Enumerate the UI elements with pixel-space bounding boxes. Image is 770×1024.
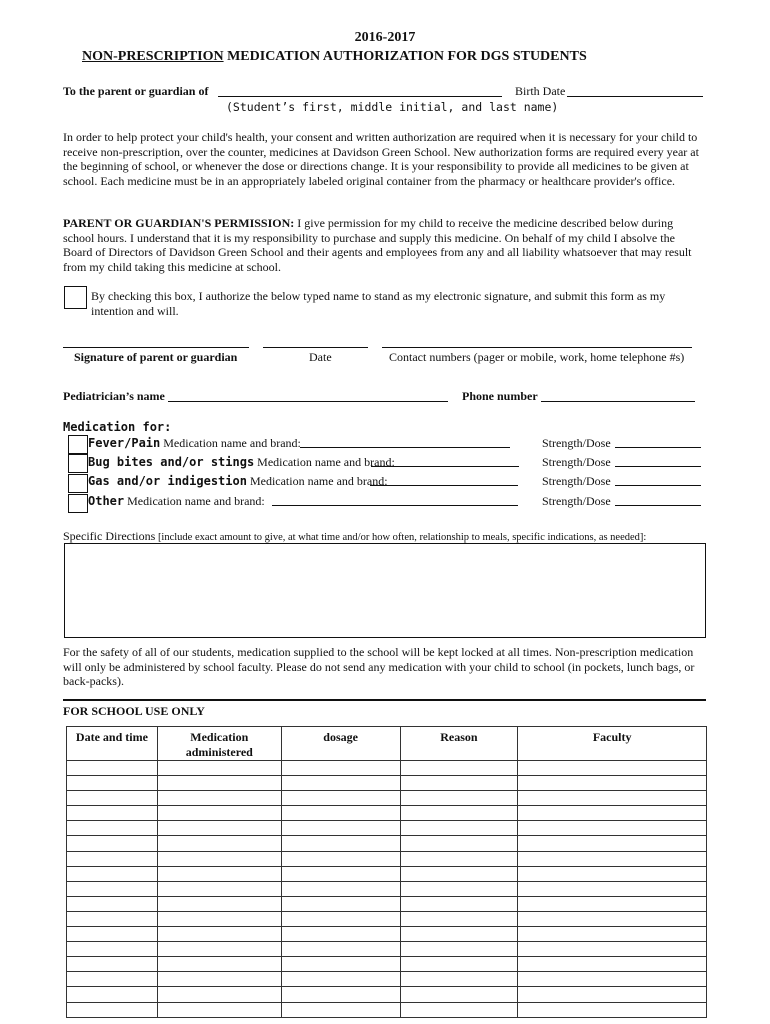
- table-cell[interactable]: [157, 851, 281, 866]
- form-year: 2016-2017: [354, 30, 416, 45]
- table-cell[interactable]: [157, 927, 281, 942]
- table-cell[interactable]: [400, 972, 518, 987]
- table-cell[interactable]: [281, 761, 400, 776]
- table-cell[interactable]: [281, 957, 400, 972]
- other-row: [88, 494, 265, 509]
- table-header-row: [67, 727, 707, 761]
- table-cell[interactable]: [400, 851, 518, 866]
- school-use-heading: FOR SCHOOL USE ONLY: [63, 704, 205, 718]
- column-header-dosage: dosage: [281, 727, 400, 761]
- table-cell[interactable]: [281, 791, 400, 806]
- table-cell[interactable]: [400, 791, 518, 806]
- table-row: [67, 1002, 707, 1017]
- column-header-faculty: Faculty: [518, 727, 707, 761]
- fever-pain-row: [88, 436, 301, 451]
- table-cell[interactable]: [400, 896, 518, 911]
- gas-indigestion-checkbox[interactable]: [68, 474, 88, 493]
- intro-paragraph: In order to help protect your child's health, your consent and written authorization are required when it is necessary for your child to receive non-prescription, over the counter, medicines at Davidson Green School. New authorization forms are required every year at the beginning of school, or whenever the dose or directions change. It is your responsibility to provide all medicines to be given at school. Each medicine must be in an appropriately labeled original container from the pharmacy or healthcare provider's office.: [63, 130, 699, 188]
- title-rest: MEDICATION AUTHORIZATION FOR DGS STUDENTS: [223, 49, 587, 64]
- contact-numbers-field[interactable]: [382, 347, 692, 348]
- table-cell[interactable]: [67, 806, 158, 821]
- table-cell[interactable]: [281, 776, 400, 791]
- table-row: [67, 957, 707, 972]
- table-cell[interactable]: [400, 942, 518, 957]
- med-name-label: Medication name and brand:: [246, 474, 388, 488]
- gas-indigestion-row: [88, 474, 388, 489]
- table-row: [67, 866, 707, 881]
- med-name-label: Medication name and brand:: [160, 436, 301, 450]
- fever-pain-label: Fever/Pain: [88, 436, 161, 450]
- table-cell[interactable]: [67, 881, 158, 896]
- fever-pain-strength-field[interactable]: [615, 447, 701, 448]
- table-cell[interactable]: [400, 1002, 518, 1017]
- table-row: [67, 896, 707, 911]
- table-cell[interactable]: [67, 896, 158, 911]
- table-cell[interactable]: [157, 836, 281, 851]
- table-cell[interactable]: [281, 987, 400, 1002]
- specific-directions-textarea[interactable]: [64, 543, 706, 638]
- table-cell[interactable]: [518, 791, 707, 806]
- contact-numbers-label: Contact numbers (pager or mobile, work, home telephone #s): [389, 350, 685, 364]
- table-cell[interactable]: [67, 1002, 158, 1017]
- table-cell[interactable]: [67, 761, 158, 776]
- table-cell[interactable]: [281, 821, 400, 836]
- signature-label: Signature of parent or guardian: [74, 350, 238, 364]
- phone-number-label: Phone number: [462, 389, 538, 403]
- strength-label: Strength/Dose: [542, 436, 611, 450]
- bug-bites-strength-field[interactable]: [615, 466, 701, 467]
- table-cell[interactable]: [281, 1002, 400, 1017]
- table-cell[interactable]: [157, 881, 281, 896]
- table-cell[interactable]: [281, 851, 400, 866]
- form-title: [82, 49, 587, 65]
- gas-indigestion-label: Gas and/or indigestion: [88, 474, 247, 488]
- table-row: [67, 821, 707, 836]
- pediatrician-name-field[interactable]: [168, 401, 448, 402]
- table-cell[interactable]: [157, 896, 281, 911]
- table-row: [67, 987, 707, 1002]
- permission-heading: PARENT OR GUARDIAN'S PERMISSION:: [63, 216, 295, 230]
- date-field[interactable]: [263, 347, 368, 348]
- pediatrician-name-label: Pediatrician’s name: [63, 389, 165, 403]
- table-row: [67, 761, 707, 776]
- signature-field[interactable]: [63, 347, 249, 348]
- table-cell[interactable]: [157, 957, 281, 972]
- table-cell[interactable]: [67, 776, 158, 791]
- table-cell[interactable]: [281, 911, 400, 926]
- other-strength-field[interactable]: [615, 505, 701, 506]
- table-cell[interactable]: [67, 911, 158, 926]
- table-cell[interactable]: [400, 957, 518, 972]
- table-cell[interactable]: [518, 972, 707, 987]
- medication-log-table: [66, 726, 707, 1018]
- table-cell[interactable]: [518, 866, 707, 881]
- table-cell[interactable]: [157, 972, 281, 987]
- table-cell[interactable]: [157, 761, 281, 776]
- table-cell[interactable]: [67, 851, 158, 866]
- bug-bites-label: Bug bites and/or stings: [88, 455, 255, 469]
- medication-log-body: [67, 761, 707, 1018]
- table-row: [67, 972, 707, 987]
- table-cell[interactable]: [67, 987, 158, 1002]
- table-cell[interactable]: [67, 972, 158, 987]
- phone-number-field[interactable]: [541, 401, 695, 402]
- table-cell[interactable]: [400, 881, 518, 896]
- title-underlined: NON-PRESCRIPTION: [82, 49, 224, 64]
- table-cell[interactable]: [400, 776, 518, 791]
- esign-checkbox[interactable]: [64, 286, 87, 309]
- table-cell[interactable]: [157, 791, 281, 806]
- esign-text: By checking this box, I authorize the below typed name to stand as my electronic signature, and submit this form as my intention and will.: [91, 289, 666, 318]
- guardian-label: To the parent or guardian of: [63, 84, 209, 98]
- table-cell[interactable]: [67, 942, 158, 957]
- directions-hint: [include exact amount to give, at what time and/or how often, relationship to meals, specific indications, as needed]:: [155, 532, 647, 543]
- table-cell[interactable]: [157, 1002, 281, 1017]
- table-cell[interactable]: [518, 881, 707, 896]
- date-label: Date: [309, 350, 332, 364]
- table-cell[interactable]: [281, 881, 400, 896]
- table-cell[interactable]: [518, 987, 707, 1002]
- gas-indigestion-strength-field[interactable]: [615, 485, 701, 486]
- table-cell[interactable]: [400, 806, 518, 821]
- table-cell[interactable]: [157, 821, 281, 836]
- table-cell[interactable]: [518, 851, 707, 866]
- table-cell[interactable]: [157, 911, 281, 926]
- permission-paragraph: [63, 216, 693, 274]
- table-cell[interactable]: [67, 791, 158, 806]
- table-cell[interactable]: [281, 836, 400, 851]
- table-cell[interactable]: [67, 836, 158, 851]
- student-name-field[interactable]: [218, 96, 502, 97]
- table-row: [67, 791, 707, 806]
- bug-bites-row: [88, 455, 395, 470]
- other-label: Other: [88, 494, 125, 508]
- table-row: [67, 927, 707, 942]
- table-cell[interactable]: [518, 942, 707, 957]
- table-row: [67, 942, 707, 957]
- table-cell[interactable]: [400, 911, 518, 926]
- gas-indigestion-med-field[interactable]: [370, 485, 518, 486]
- column-header-medication: Medication administered: [157, 727, 281, 761]
- table-cell[interactable]: [400, 761, 518, 776]
- student-name-hint: (Student’s first, middle initial, and last name): [226, 100, 559, 114]
- table-cell[interactable]: [518, 776, 707, 791]
- birth-date-field[interactable]: [567, 96, 703, 97]
- section-divider: [63, 699, 706, 701]
- table-cell[interactable]: [157, 806, 281, 821]
- table-cell[interactable]: [518, 761, 707, 776]
- table-cell[interactable]: [67, 927, 158, 942]
- table-cell[interactable]: [157, 987, 281, 1002]
- table-cell[interactable]: [281, 927, 400, 942]
- table-cell[interactable]: [400, 866, 518, 881]
- fever-pain-checkbox[interactable]: [68, 435, 88, 454]
- column-header-date-time: Date and time: [67, 727, 158, 761]
- table-cell[interactable]: [281, 972, 400, 987]
- strength-label: Strength/Dose: [542, 455, 611, 469]
- table-row: [67, 836, 707, 851]
- table-cell[interactable]: [518, 1002, 707, 1017]
- safety-paragraph: For the safety of all of our students, medication supplied to the school will be kept locked at all times. Non-prescription medication will only be administered by school faculty. Please do not send any medication with your child to school (in pockets, lunch bags, or back-packs).: [63, 645, 695, 689]
- table-row: [67, 911, 707, 926]
- med-name-label: Medication name and brand:: [124, 494, 265, 508]
- directions-caption: [63, 529, 646, 544]
- directions-label: Specific Directions: [63, 529, 156, 543]
- table-cell[interactable]: [157, 776, 281, 791]
- table-cell[interactable]: [157, 942, 281, 957]
- table-cell[interactable]: [518, 927, 707, 942]
- table-cell[interactable]: [281, 866, 400, 881]
- bug-bites-med-field[interactable]: [371, 466, 519, 467]
- table-cell[interactable]: [67, 957, 158, 972]
- table-cell[interactable]: [400, 927, 518, 942]
- strength-label: Strength/Dose: [542, 474, 611, 488]
- table-cell[interactable]: [518, 821, 707, 836]
- other-med-field[interactable]: [272, 505, 518, 506]
- table-cell[interactable]: [400, 821, 518, 836]
- table-cell[interactable]: [518, 911, 707, 926]
- fever-pain-med-field[interactable]: [300, 447, 510, 448]
- table-cell[interactable]: [281, 806, 400, 821]
- column-header-reason: Reason: [400, 727, 518, 761]
- table-cell[interactable]: [281, 896, 400, 911]
- birth-date-label: Birth Date: [515, 84, 566, 98]
- strength-label: Strength/Dose: [542, 494, 611, 508]
- medication-heading: Medication for:: [63, 420, 172, 434]
- bug-bites-checkbox[interactable]: [68, 454, 88, 473]
- table-cell[interactable]: [518, 836, 707, 851]
- table-row: [67, 806, 707, 821]
- table-cell[interactable]: [67, 821, 158, 836]
- table-cell[interactable]: [281, 942, 400, 957]
- table-cell[interactable]: [518, 957, 707, 972]
- table-cell[interactable]: [400, 836, 518, 851]
- permission-text: I give permission for my child to receive the medicine described below during school hours. I understand that it is my responsibility to purchase and supply this medicine. On behalf of my child I absolve the Board of Directors of Davidson Green School and their agents and employees from any and all liability whatsoever that may result from my child taking this medicine at school.: [63, 216, 692, 274]
- table-row: [67, 881, 707, 896]
- other-checkbox[interactable]: [68, 494, 88, 513]
- table-row: [67, 776, 707, 791]
- table-cell[interactable]: [400, 987, 518, 1002]
- med-name-label: Medication name and brand:: [254, 455, 395, 469]
- table-cell[interactable]: [67, 866, 158, 881]
- table-cell[interactable]: [157, 866, 281, 881]
- table-cell[interactable]: [518, 896, 707, 911]
- table-row: [67, 851, 707, 866]
- table-cell[interactable]: [518, 806, 707, 821]
